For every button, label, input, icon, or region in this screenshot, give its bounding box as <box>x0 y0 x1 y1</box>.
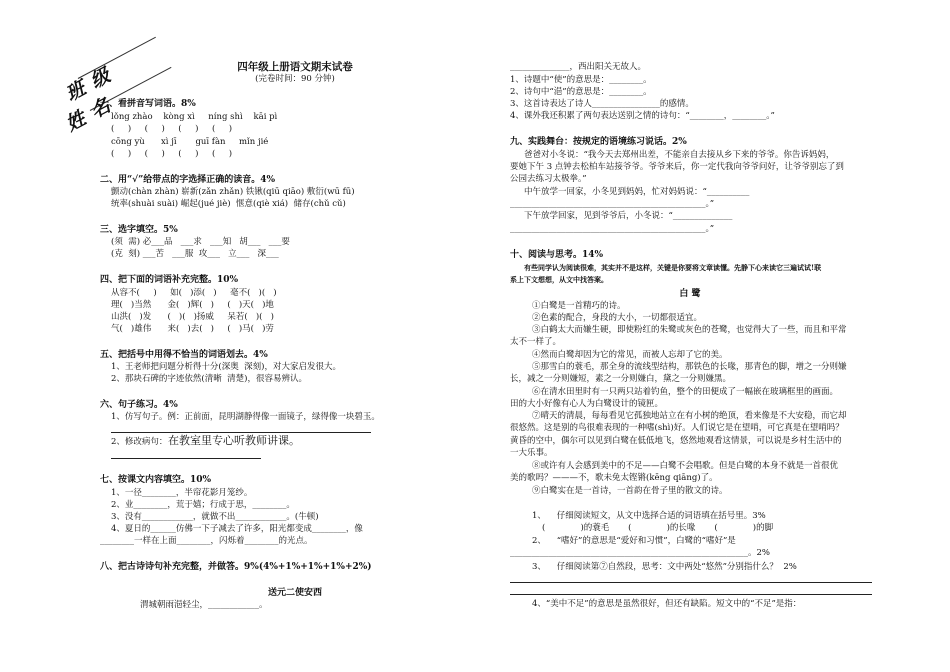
article-p5: ⑤那雪白的蓑毛，那全身的流线型结构，那铁色的长喙，那青色的脚，增之一分则嫌 <box>532 362 847 372</box>
section5-heading: 五、把括号中用得不恰当的词语划去。4% <box>100 350 268 360</box>
article-p7c: 黄昏的空中，偶尔可以见到白鹭在低低地飞，悠然地观看这情景，可以说是乡村生活中的 <box>510 436 842 446</box>
r-read-q1: 1、 仔细阅读短文，从文中选择合适的词语填在括号里。3% <box>532 511 766 521</box>
s10-intro2: 系上下文想想，从文中找答案。 <box>510 275 608 284</box>
s4-line3[interactable]: 山洪( )发 ( )( )扬威 呆若( )( ) <box>111 312 274 322</box>
article-p8b: 美的歌吗？———不，歌未免太铿锵(kēng qiāng)了。 <box>510 473 718 483</box>
s6-line1: 1、仿写句子。例：正前面，昆明湖静得像一面镜子，绿得像一块碧玉。 <box>111 412 380 422</box>
r-read-q3-line1[interactable] <box>510 582 872 583</box>
article-p6: ⑥在清水田里时有一只两只站着钓鱼，整个的田便成了一幅嵌在玻璃框里的画面。 <box>532 387 839 397</box>
section7-heading: 七、按课文内容填空。10% <box>100 475 212 485</box>
s6-line2: 2、修改病句： <box>111 437 168 447</box>
poem-title: 送元二使安西 <box>267 588 322 598</box>
article-p7b: 很悠然。这是别的鸟很难表现的一种嗜(shì)好。人们说它是在望哨，可它真是在望哨吗？ <box>510 423 844 433</box>
s7-line3[interactable]: 3、没有____________，就做不出____________。(牛顿) <box>111 512 319 522</box>
s7-line2[interactable]: 2、业________，荒于嬉；行成于思，________。 <box>111 500 295 510</box>
s1-pinyin-row2: cōng yù xì jī guī fàn mǐn jié <box>111 137 269 147</box>
r-q2[interactable]: 2、诗句中“浥”的意思是：________。 <box>510 87 652 97</box>
article-p7: ⑦晴天的清晨，每每看见它孤独地站立在有小树的绝顶，看来像是不大安稳，而它却 <box>532 411 847 421</box>
s2-line1: 颤动(chàn zhàn) 崭新(zǎn zhǎn) 铁锹(qiū qiāo) 敷衍(wū fū) <box>111 187 355 197</box>
r-read-q2-blank[interactable]: ________________________________________________________。2% <box>510 548 770 558</box>
exam-title: 四年级上册语文期末试卷 <box>237 61 353 73</box>
s3-line2[interactable]: (克 刻) ___苦 ___服 攻___ 立___ 深___ <box>111 249 279 259</box>
s4-line2[interactable]: 理( )当然 金( )辉( ) ( )天( )地 <box>111 300 274 310</box>
section1-heading: 一、看拼音写词语。8% <box>100 99 196 109</box>
s7-line1[interactable]: 1、一径________，半帘花影月笼纱。 <box>111 488 253 498</box>
s2-line2: 统率(shuài suài) 崛起(jué jiè) 惬意(qiè xiá) 储存(chǔ cǔ) <box>111 199 346 209</box>
r-read-q3-line2[interactable] <box>510 594 872 595</box>
article-p4: ④然而白鹭却因为它的常见，而被人忘却了它的美。 <box>532 350 728 360</box>
poem-line2[interactable]: ______________，西出阳关无故人。 <box>510 62 647 72</box>
section2-heading: 二、用“√”给带点的字选择正确的读音。4% <box>100 175 276 185</box>
r-q1[interactable]: 1、诗题中“使”的意思是：________。 <box>510 75 652 85</box>
article-p6b: 田的大小好像有心人为白鹭设计的镜匣。 <box>510 399 664 409</box>
article-p5b: 长，减之一分则嫌短，素之一分则嫌白，黛之一分则嫌黑。 <box>510 374 732 384</box>
article-p2: ②色素的配合，身段的大小，一切都很适宜。 <box>532 313 703 323</box>
r-read-q1-blanks[interactable]: ( )的蓑毛 ( )的长喙 ( )的脚 <box>542 523 774 533</box>
s6-faulty-sentence: 在教室里专心听教师讲课。 <box>168 434 300 447</box>
section3-heading: 三、选字填空。5% <box>100 225 178 235</box>
s3-line1[interactable]: (须 需) 必___品 ___求 ___知 胡___ ___要 <box>111 237 290 247</box>
section8-heading: 八、把古诗诗句补充完整，并做答。9%(4%+1%+1%+1%+2%) <box>100 562 372 572</box>
s9-line3: 公园去练习太极拳。” <box>510 174 587 184</box>
article-p3: ③白鹤太大而嫌生硬，即使粉红的朱鹭或灰色的苍鹭，也觉得大了一些，而且和平常 <box>532 325 847 335</box>
class-label: 班 级 <box>62 63 115 106</box>
s7-line5[interactable]: ________一样在上面________，闪烁着________的光点。 <box>100 536 313 546</box>
r-q4[interactable]: 4、课外我还积累了两句表达送别之情的诗句：“________，________。” <box>510 111 775 121</box>
poem-line1[interactable]: 渭城朝雨浥轻尘，____________。 <box>140 600 268 610</box>
r-read-q3: 3、 仔细阅读第⑦自然段，思考：文中两处“悠然”分别指什么？ 2% <box>532 562 797 572</box>
s9-line7[interactable]: ______________________________________________。” <box>510 224 715 234</box>
section4-heading: 四、把下面的词语补充完整。10% <box>100 275 239 285</box>
article-p1: ①白鹭是一首精巧的诗。 <box>532 301 626 311</box>
s6-answer-line2[interactable] <box>111 458 261 459</box>
name-label: 姓 名 <box>62 93 115 136</box>
s6-answer-line1[interactable] <box>111 432 371 433</box>
s9-line4[interactable]: 中午放学一回家，小冬见到妈妈，忙对妈妈说：“__________ <box>524 187 750 197</box>
exam-time: (完卷时间：90 分钟) <box>255 74 335 84</box>
r-read-q2: 2、 “嗜好”的意思是“爱好和习惯”，白鹭的“嗜好”是 <box>532 536 736 546</box>
section10-heading: 十、阅读与思考。14% <box>510 250 604 260</box>
s5-line1: 1、王老师把问题分析得十分(深奥 深刻)，对大家启发很大。 <box>111 362 341 372</box>
section9-heading: 九、实践舞台：按规定的语境练习说话。2% <box>510 137 687 147</box>
s1-blank-row1[interactable]: ( ) ( ) ( ) ( ) <box>111 124 233 134</box>
article-p7d: 一大乐事。 <box>510 448 553 458</box>
r-q3[interactable]: 3、这首诗表达了诗人________________的感情。 <box>510 99 694 109</box>
article-p8: ⑧或许有人会感到美中的不足——白鹭不会唱歌。但是白鹭的本身不就是一首很优 <box>532 461 839 471</box>
s9-line2: 要她下午 3 点钟去松柏车站接爷爷。爷爷来后，你一定代我向爷爷问好，让爷爷别忘了到 <box>510 162 844 172</box>
s4-line4[interactable]: 气( )雄伟 来( )去( ) ( )马( )劳 <box>111 324 274 334</box>
s9-line6[interactable]: 下午放学回家，见到爷爷后，小冬说：“______________ <box>524 211 733 221</box>
section6-heading: 六、句子练习。4% <box>100 400 178 410</box>
s1-pinyin-row1: lǒng zhào kòng xì níng shì kāi pì <box>111 112 278 122</box>
r-read-q4: 4、“美中不足”的意思是虽然很好，但还有缺陷。短文中的“不足”是指： <box>532 599 802 609</box>
article-title: 白 鹭 <box>679 289 701 299</box>
s5-line2: 2、那块石碑的字迹依然(清晰 清楚)，很容易辨认。 <box>111 374 307 384</box>
s4-line1[interactable]: 从容不( ) 如( )添( ) 毫不( )( ) <box>111 288 277 298</box>
s10-intro1: 有些同学认为阅读很难，其实并不是这样，关键是你要将文章读懂。先静下心来读它三遍试试!联 <box>524 263 822 272</box>
s1-blank-row2[interactable]: ( ) ( ) ( ) ( ) <box>111 149 233 159</box>
article-p9: ⑨白鹭实在是一首诗，一首韵在骨子里的散文的诗。 <box>532 486 728 496</box>
article-p3b: 太不一样了。 <box>510 337 562 347</box>
s9-line5[interactable]: ______________________________________________。” <box>510 199 715 209</box>
s7-line4[interactable]: 4、夏日的______仿佛一下子减去了许多，阳光都变成________，像 <box>111 524 363 534</box>
s9-line1: 爸爸对小冬说：“我今天去郑州出差，不能亲自去接从乡下来的爷爷。你告诉妈妈， <box>524 150 835 160</box>
